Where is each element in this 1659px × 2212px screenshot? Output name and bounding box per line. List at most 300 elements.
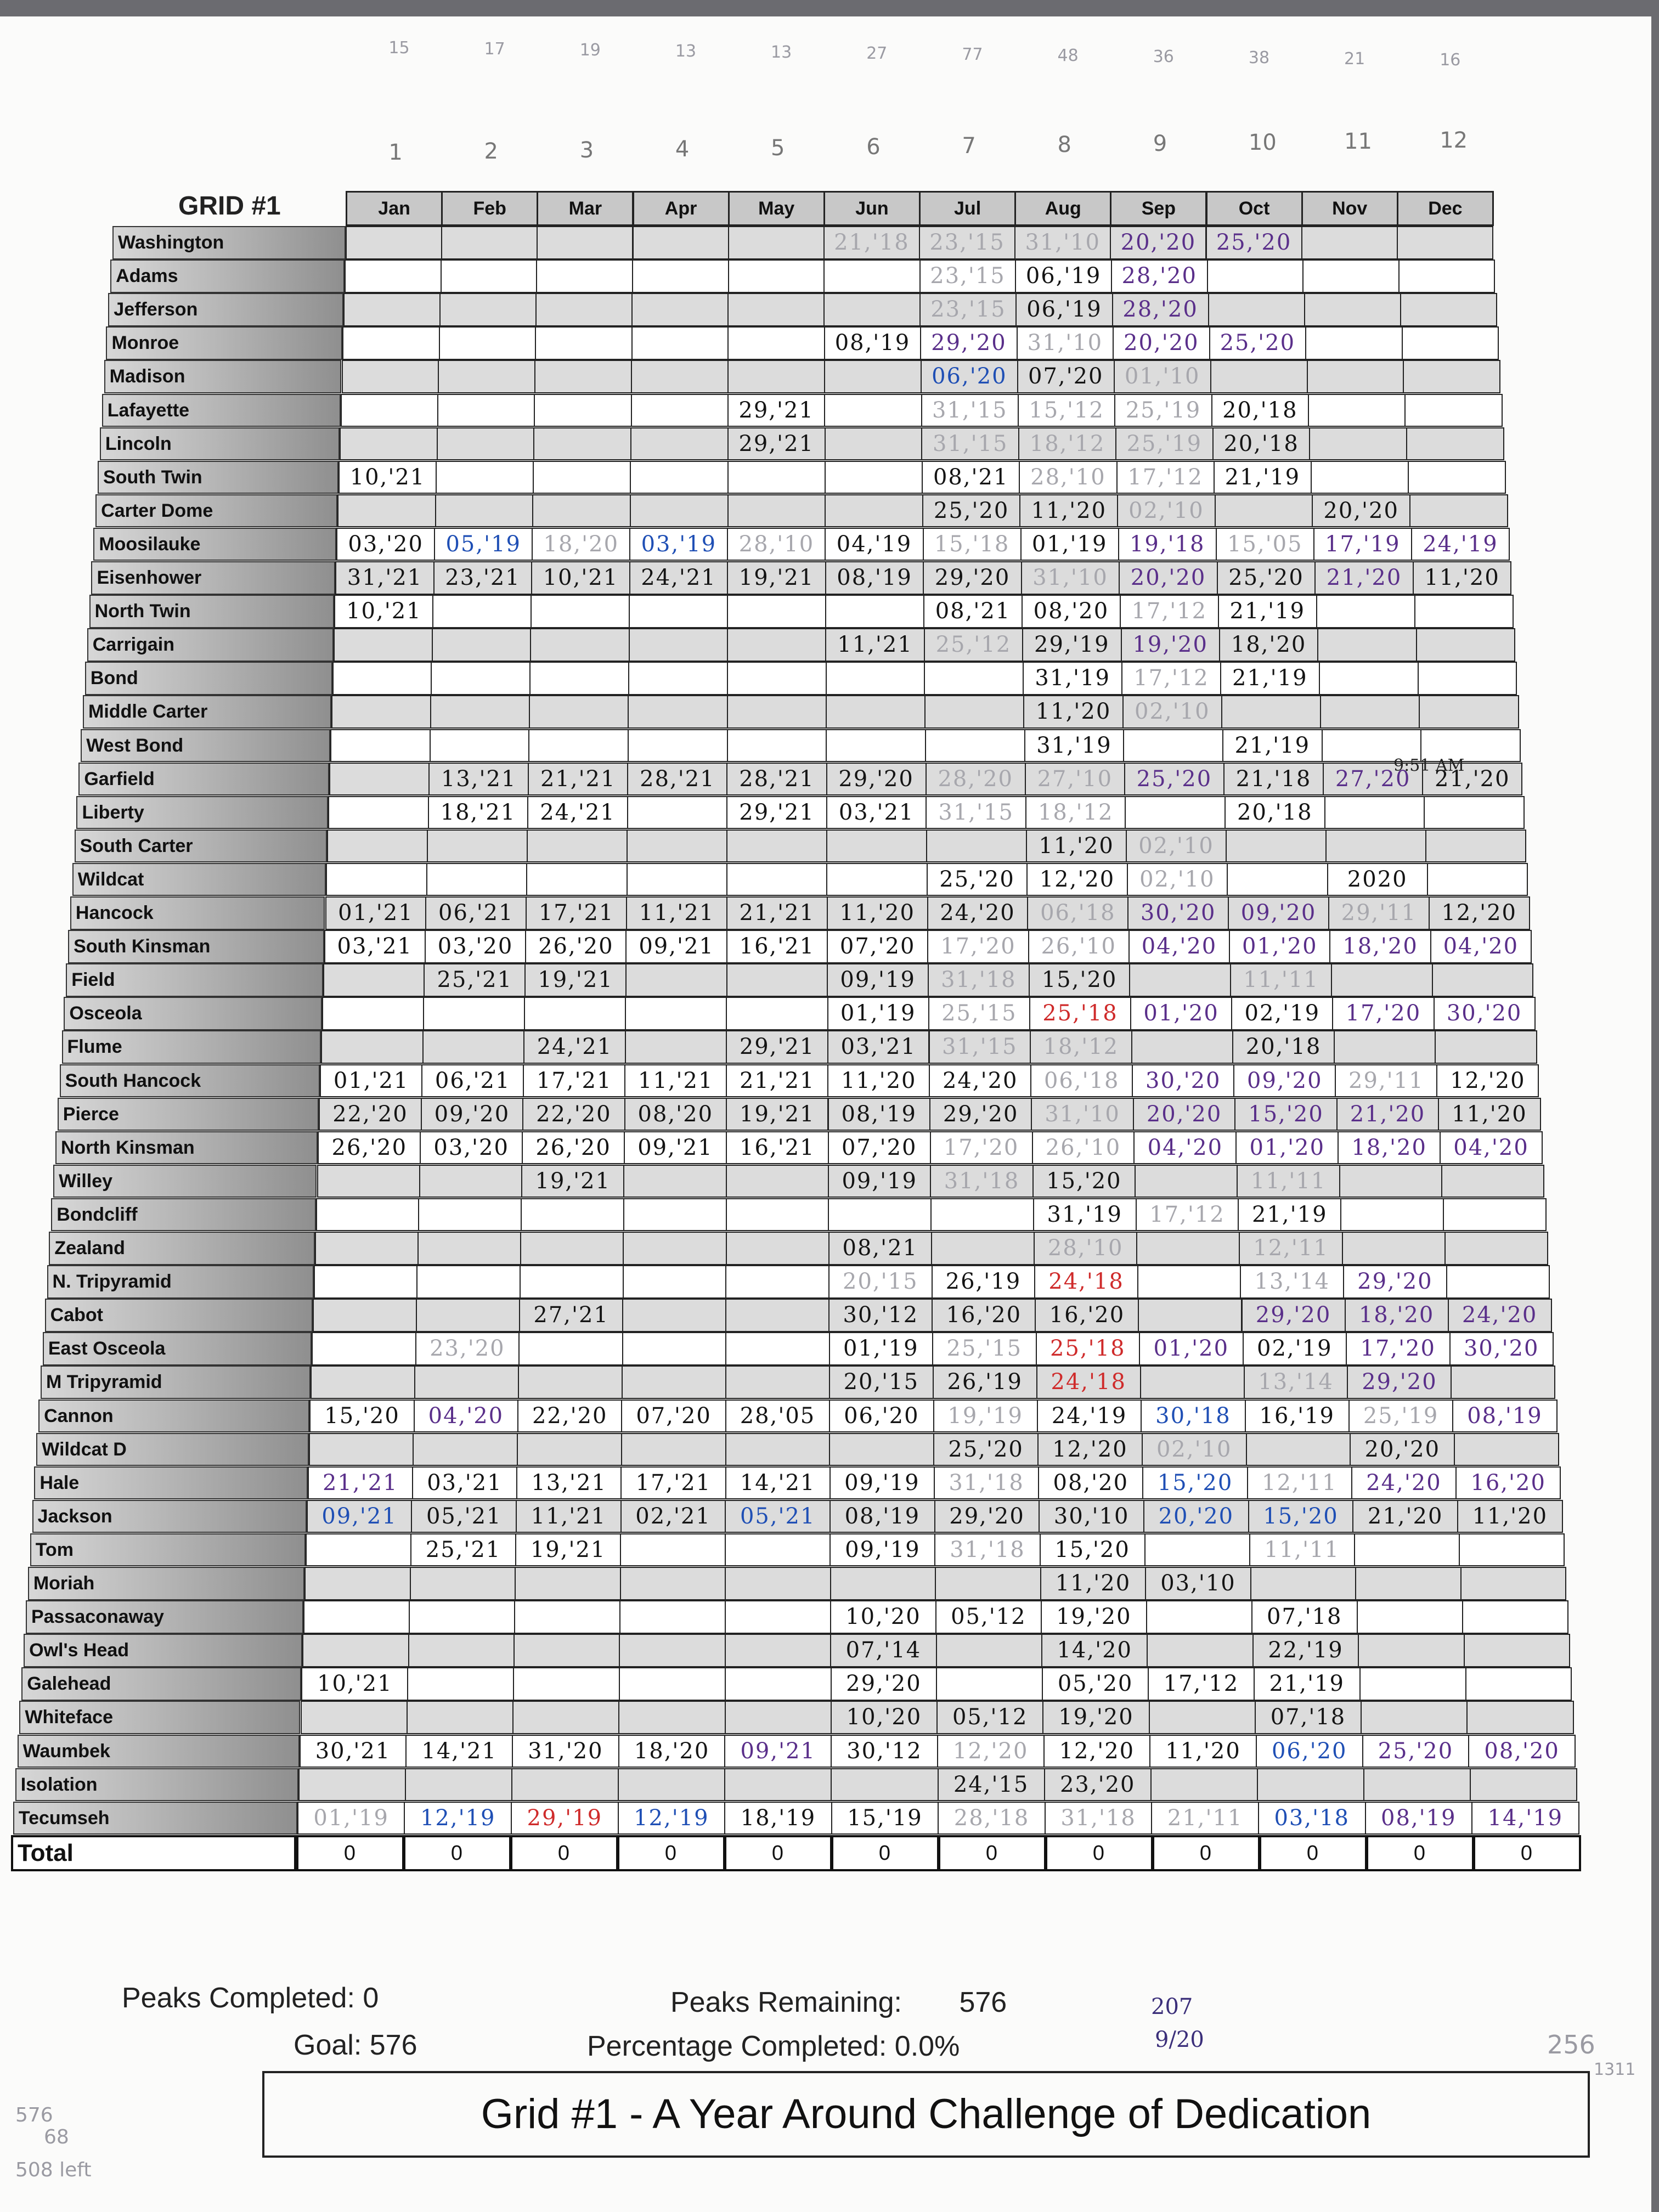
peak-name: Carter Dome [95,494,337,528]
date-cell: 30,'20 [1132,1064,1234,1098]
date-cell [628,695,727,729]
date-cell [826,863,927,896]
date-cell [1319,662,1419,695]
date-cell [513,1667,620,1701]
date-cell: 29,'19 [511,1802,619,1835]
date-cell [1246,1433,1351,1466]
date-cell [1304,293,1401,326]
date-cell: 28,'20 [1111,259,1208,293]
date-cell [727,494,826,528]
date-cell [1443,1198,1547,1232]
date-cell: 19,'20 [1121,628,1220,662]
date-cell: 17,'12 [1116,461,1215,494]
date-cell [1441,1165,1544,1198]
date-cell: 29,'11 [1335,1064,1437,1098]
date-cell [1226,830,1327,863]
date-cell: 12,'20 [1037,1433,1143,1466]
date-cell [341,394,438,427]
date-cell: 01,'19 [297,1802,405,1835]
date-cell: 01,'20 [1229,930,1330,963]
date-cell: 03,'20 [425,930,526,963]
date-cell: 07,'20 [621,1400,726,1433]
date-cell: 06,'20 [1256,1735,1363,1768]
date-cell: 29,'20 [831,1667,938,1701]
date-cell [1397,226,1493,259]
date-cell [1305,326,1402,360]
date-cell: 12,'20 [1043,1735,1151,1768]
date-cell [725,1433,831,1466]
date-cell [619,1634,725,1667]
date-cell: 04,'20 [414,1400,518,1433]
date-cell [727,695,827,729]
date-cell [1342,1232,1446,1265]
date-cell: 15,'20 [1248,1500,1354,1533]
date-cell: 08,'19 [830,1500,935,1533]
date-cell: 07,'14 [830,1634,936,1667]
date-cell [727,461,826,494]
date-cell: 09,'19 [830,1533,935,1567]
date-cell [631,360,729,393]
date-cell: 11,'11 [1237,1165,1340,1198]
peak-name: East Osceola [43,1332,312,1365]
date-cell: 09,'19 [827,963,929,997]
date-cell [620,1533,726,1567]
date-cell [728,259,825,293]
garfield-time-note: 9:51 AM [1393,756,1465,775]
date-cell: 21,'11 [1151,1802,1259,1835]
date-cell [518,1332,623,1365]
date-cell: 01,'20 [1139,1332,1243,1365]
date-cell: 10,'21 [531,561,630,595]
date-cell: 22,'20 [522,1098,625,1131]
date-cell: 27,'21 [519,1299,623,1332]
pencil-tally: 19 [579,41,601,60]
date-cell [1146,1600,1252,1634]
date-cell [306,1533,411,1567]
date-cell: 10,'21 [338,461,437,494]
date-cell [1144,1533,1250,1567]
date-cell [1419,695,1519,729]
date-cell [340,427,438,461]
date-cell [621,1433,726,1466]
date-cell [1470,1768,1577,1802]
date-cell [1460,1567,1567,1600]
date-cell [623,1198,727,1232]
peak-name: Moriah [28,1567,304,1600]
peak-name: Wildcat [72,863,326,896]
date-cell: 11,'20 [1457,1500,1563,1533]
date-cell [535,326,632,360]
date-cell: 18,'20 [618,1735,726,1768]
date-cell: 03,'19 [629,528,728,561]
date-cell [1309,427,1407,461]
date-cell [726,997,828,1030]
date-cell [529,662,629,695]
date-cell: 11,'20 [1149,1735,1257,1768]
date-cell: 20,'20 [1113,326,1210,360]
date-cell [298,1768,406,1802]
date-cell [1311,461,1409,494]
date-cell: 13,'21 [516,1466,622,1500]
date-cell [924,662,1024,695]
date-cell: 19,'21 [726,1098,828,1131]
date-cell: 10,'20 [830,1600,936,1634]
pencil-tally: 48 [1057,46,1079,65]
date-cell: 11,'21 [825,628,924,662]
date-cell: 31,'18 [928,963,1030,997]
date-cell: 11,'20 [1438,1098,1541,1131]
peak-name: Wildcat D [36,1433,308,1466]
peak-name: Adams [110,259,345,293]
date-cell: 29,'19 [1022,628,1121,662]
date-cell: 31,'10 [1031,1098,1133,1131]
peak-name: Monroe [106,326,342,360]
peaks-completed [122,1982,379,2015]
peak-name: Zealand [49,1232,314,1265]
date-cell: 17,'21 [620,1466,726,1500]
date-cell: 01,'19 [829,1332,933,1365]
date-cell: 31,'18 [934,1533,1040,1567]
date-cell [727,326,825,360]
date-cell [317,1165,420,1198]
date-cell [1210,360,1308,393]
column-number: 4 [675,137,690,162]
date-cell [441,226,538,259]
date-cell: 11,'21 [624,1064,727,1098]
date-cell: 20,'18 [1212,427,1311,461]
date-cell: 17,'12 [1148,1667,1255,1701]
date-cell [514,1634,620,1667]
date-cell: 24,'18 [1036,1365,1141,1399]
peak-name: South Kinsman [68,930,324,963]
date-cell: 20,'18 [1211,394,1309,427]
date-cell [1147,1634,1253,1667]
date-cell [1316,595,1415,628]
date-cell [1317,628,1417,662]
total-cell: 0 [403,1835,511,1871]
date-cell: 08,'21 [828,1232,932,1265]
date-cell [1331,963,1433,997]
date-cell [623,1265,727,1299]
date-cell [534,394,631,427]
date-cell: 27,'20 [1323,763,1423,796]
date-cell: 18,'21 [428,796,529,830]
date-cell [533,461,631,494]
date-cell [726,1198,830,1232]
date-cell [623,1232,726,1265]
date-cell [330,729,431,763]
date-cell: 18,'20 [532,528,630,561]
month-header: Nov [1301,191,1398,226]
date-cell [627,830,727,863]
date-cell [831,1768,938,1802]
column-number: 1 [388,140,403,165]
date-cell: 25,'20 [1362,1735,1470,1768]
date-cell [1227,863,1328,896]
date-cell [1466,1701,1573,1734]
peaks-remaining-label: Peaks Remaining: [670,1987,902,2018]
date-cell: 24,'20 [1448,1299,1552,1332]
date-cell [925,729,1025,763]
date-cell [418,1198,522,1232]
date-cell [302,1634,409,1667]
date-cell [627,796,728,830]
date-cell: 08,'19 [1365,1802,1473,1835]
date-cell: 10,'20 [831,1701,938,1734]
peak-name: N. Tripyramid [47,1265,314,1299]
date-cell: 03,'21 [827,1030,930,1064]
date-cell [1301,226,1398,259]
peak-name: Hancock [70,896,325,930]
date-cell: 25,'20 [1206,226,1302,259]
peak-name: Owl's Head [24,1634,302,1667]
date-cell: 11,'21 [626,896,727,930]
date-cell: 24,'21 [523,1030,626,1064]
date-cell [726,863,827,896]
date-cell [825,427,923,461]
peaks-remaining [670,1986,1007,2019]
date-cell [625,997,727,1030]
date-cell [629,595,728,628]
date-cell: 31,'15 [926,796,1026,830]
date-cell: 08,'19 [824,326,921,360]
column-number: 12 [1440,128,1468,153]
date-cell: 16,'21 [726,930,828,963]
date-cell: 30,'20 [1449,1332,1554,1365]
date-cell: 17,'20 [1346,1332,1450,1365]
date-cell: 23,'15 [919,259,1017,293]
date-cell [1354,1533,1460,1567]
month-header: Aug [1014,191,1111,226]
date-cell: 01,'20 [1235,1131,1339,1165]
date-cell [629,628,728,662]
date-cell [536,259,633,293]
date-cell [824,360,922,393]
date-cell: 19,'20 [1042,1701,1149,1734]
date-cell [727,360,825,393]
date-cell: 02,'10 [1122,695,1222,729]
date-cell: 24,'21 [527,796,628,830]
date-cell [427,830,528,863]
percentage-label: Percentage Completed: [587,2030,887,2062]
date-cell [1361,1701,1468,1734]
date-cell: 20,'20 [1133,1098,1235,1131]
date-cell [627,863,727,896]
date-cell: 26,'20 [318,1131,421,1165]
date-cell: 08,'19 [828,1098,930,1131]
peak-name: Hale [34,1466,307,1500]
date-cell: 24,'15 [938,1768,1045,1802]
date-cell [1418,662,1517,695]
date-cell: 04,'20 [1133,1131,1237,1165]
column-number: 9 [1153,131,1167,156]
date-cell [419,1165,522,1198]
date-cell: 25,'20 [1124,763,1224,796]
peak-name: Bondcliff [51,1198,315,1232]
date-cell [329,763,430,796]
date-cell: 18,'12 [1030,1030,1132,1064]
peak-name: South Hancock [60,1064,320,1098]
date-cell [437,394,535,427]
date-cell: 20,'18 [1224,796,1325,830]
date-cell [1129,963,1231,997]
date-cell [407,1701,514,1734]
date-cell: 30,'21 [300,1735,407,1768]
date-cell: 29,'20 [920,326,1017,360]
date-cell: 2020 [1327,863,1428,896]
date-cell: 19,'19 [933,1400,1038,1433]
date-cell [524,997,626,1030]
date-cell [1409,494,1508,528]
date-cell [726,1232,830,1265]
date-cell: 02,'10 [1142,1433,1247,1466]
date-cell: 24,'19 [1037,1400,1142,1433]
date-cell: 06,'18 [1030,1064,1133,1098]
date-cell: 31,'21 [335,561,435,595]
date-cell [725,1533,831,1567]
date-cell: 06,'18 [1027,896,1128,930]
date-cell: 18,'12 [1018,427,1116,461]
date-cell: 07,'18 [1255,1701,1362,1734]
date-cell [724,1768,832,1802]
date-cell [1339,1165,1442,1198]
date-cell [1207,259,1304,293]
date-cell: 28,'20 [1112,293,1209,326]
date-cell [322,997,424,1030]
date-cell [343,293,441,326]
date-cell [342,326,439,360]
date-cell: 29,'21 [726,796,827,830]
date-cell: 21,'20 [1422,763,1522,796]
date-cell: 08,'20 [624,1098,727,1131]
date-cell [1325,830,1426,863]
date-cell [830,1567,936,1600]
date-cell: 29,'21 [727,427,826,461]
total-cell: 0 [1366,1835,1474,1871]
date-cell [622,1299,726,1332]
date-cell: 20,'15 [829,1365,934,1399]
month-header: Mar [537,191,634,226]
date-cell [527,830,628,863]
date-cell: 30,'20 [1127,896,1229,930]
date-cell: 06,'21 [421,1064,524,1098]
date-cell [727,628,826,662]
date-cell [1464,1634,1570,1667]
date-cell: 02,'19 [1243,1332,1347,1365]
date-cell [631,293,729,326]
date-cell: 19,'21 [515,1533,621,1567]
date-cell: 02,'10 [1117,494,1216,528]
total-cell: 0 [831,1835,939,1871]
date-cell: 12,'20 [937,1735,1045,1768]
date-cell: 29,'20 [1347,1365,1452,1399]
pencil-note-right-a: 256 [1547,2030,1595,2059]
date-cell: 27,'10 [1025,763,1125,796]
date-cell: 19,'20 [1041,1600,1147,1634]
peak-name: Cannon [38,1400,309,1433]
date-cell [407,1667,514,1701]
column-number: 5 [771,136,785,161]
date-cell [633,226,729,259]
total-cell: 0 [617,1835,725,1871]
date-cell: 03,'20 [336,528,435,561]
date-cell [332,662,432,695]
date-cell [432,628,531,662]
date-cell: 11,'11 [1230,963,1332,997]
date-cell [1137,1265,1242,1299]
date-cell [1324,796,1425,830]
date-cell: 21,'20 [1336,1098,1439,1131]
date-cell: 07,'20 [828,1131,931,1165]
date-cell [430,695,530,729]
peak-name: Willey [53,1165,317,1198]
date-cell: 24,'20 [929,1064,1031,1098]
date-cell [520,1232,624,1265]
date-cell [514,1600,620,1634]
date-cell: 07,'20 [827,930,928,963]
date-cell: 01,'21 [325,896,427,930]
date-cell [331,695,431,729]
date-cell: 06,'19 [1015,293,1113,326]
date-cell: 21,'21 [308,1466,413,1500]
date-cell [829,1433,934,1466]
date-cell: 25,'19 [1348,1400,1453,1433]
date-cell: 17,'12 [1121,662,1221,695]
date-cell [930,1198,1034,1232]
date-cell: 26,'10 [1032,1131,1135,1165]
date-cell: 11,'20 [1026,830,1127,863]
date-cell [725,1701,832,1734]
peak-name: Waumbek [18,1735,300,1768]
date-cell: 31,'10 [1021,561,1120,595]
date-cell [630,461,728,494]
date-note: 9/20 [1155,2027,1204,2052]
peak-name: West Bond [81,729,330,763]
date-cell [303,1600,410,1634]
date-cell: 09,'21 [624,1131,727,1165]
date-cell: 06,'20 [829,1400,934,1433]
date-cell: 08,'20 [1022,595,1121,628]
date-cell [628,662,728,695]
date-cell [409,1600,515,1634]
date-cell [1451,1365,1555,1399]
peak-name: North Twin [89,595,335,628]
date-cell: 12,'19 [618,1802,726,1835]
date-cell: 29,'20 [929,1098,1032,1131]
date-cell [520,1265,624,1299]
date-cell: 29,'20 [1242,1299,1346,1332]
date-cell: 17,'20 [1332,997,1434,1030]
month-header: Jun [823,191,921,226]
date-cell [531,595,630,628]
date-cell: 15,'20 [1234,1098,1337,1131]
date-cell: 23,'15 [919,293,1017,326]
date-cell: 06,'20 [921,360,1018,393]
date-cell: 21,'19 [1214,461,1312,494]
month-header: Jul [919,191,1016,226]
date-cell: 22,'20 [319,1098,421,1131]
date-cell [1432,963,1534,997]
date-cell [825,595,924,628]
peak-name: Lafayette [102,394,341,427]
peaks-completed-label: Peaks Completed: [122,1982,355,2014]
date-cell: 16,'21 [726,1131,829,1165]
date-cell [725,1265,830,1299]
date-cell [1454,1433,1559,1466]
date-cell: 05,'12 [936,1701,1043,1734]
date-cell [1416,628,1515,662]
month-header: Oct [1206,191,1303,226]
